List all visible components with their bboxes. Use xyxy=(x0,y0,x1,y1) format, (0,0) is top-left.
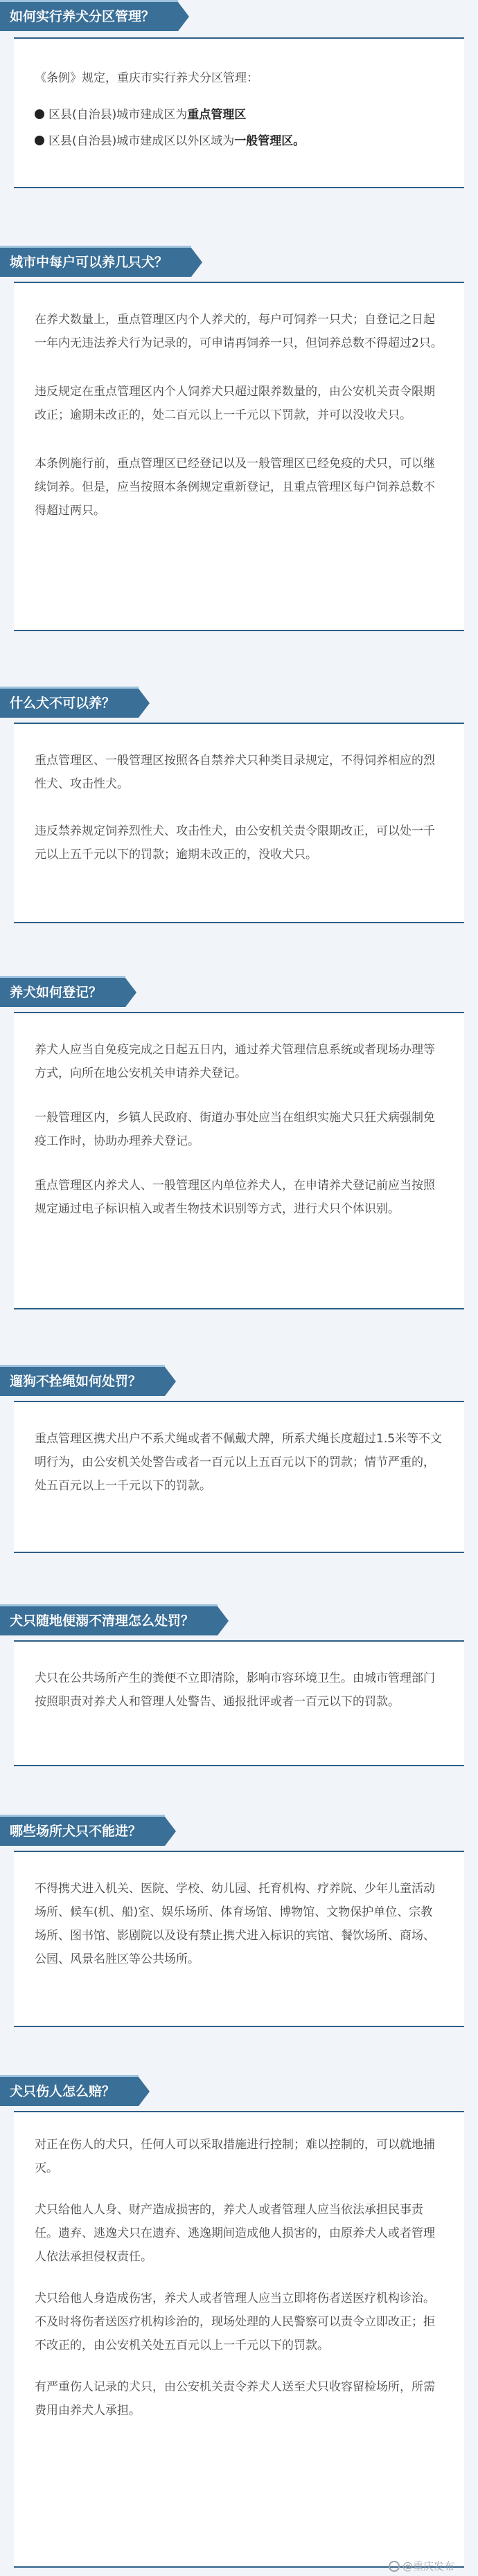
section-title: 哪些场所犬只不能进？ xyxy=(0,1815,165,1846)
section-paragraph: 犬只给他人身造成伤害，养犬人或者管理人应当立即将伤者送医疗机构诊治。不及时将伤者送医疗机构诊治的，现场处理的人民警察可以责令立即改正；拒不改正的，由公安机关处五百元以上一千元以下的罚款。 xyxy=(35,2292,435,2352)
watermark xyxy=(389,2559,454,2573)
bullet-text: 区县(自治县)城市建成区以外区域为 xyxy=(48,134,235,148)
section-paragraph: 重点管理区、一般管理区按照各自禁养犬只种类目录规定，不得饲养相应的烈性犬、攻击性犬。 xyxy=(35,754,435,791)
section-card xyxy=(14,2111,464,2568)
section-intro: 《条例》规定，重庆市实行养犬分区管理： xyxy=(35,71,258,85)
section-paragraph: 一般管理区内，乡镇人民政府、街道办事处应当在组织实施犬只狂犬病强制免疫工作时，协助办理养犬登记。 xyxy=(35,1111,435,1148)
bullet-dot-icon xyxy=(35,109,44,119)
section-card xyxy=(14,1401,464,1553)
watermark-text: @重庆发布 xyxy=(402,2560,454,2573)
section-title: 犬只伤人怎么赔？ xyxy=(0,2075,139,2106)
section-card xyxy=(14,1012,464,1309)
section-title: 城市中每户可以养几只犬？ xyxy=(0,246,191,277)
section-card xyxy=(14,723,464,923)
bullet-item xyxy=(35,104,443,126)
section-paragraph: 违反禁养规定饲养烈性犬、攻击性犬，由公安机关责令限期改正，可以处一千元以上五千元以下的罚款；逾期未改正的，没收犬只。 xyxy=(35,824,435,862)
section-card xyxy=(14,1851,464,2027)
section-leash-penalty xyxy=(0,1365,478,1559)
bullet-bold: 重点管理区 xyxy=(187,108,247,122)
section-paragraph: 重点管理区内养犬人、一般管理区内单位养犬人，在申请养犬登记前应当按照规定通过电子标识植入或者生物技术识别等方式，进行犬只个体识别。 xyxy=(35,1179,435,1216)
section-restricted-places xyxy=(0,1815,478,2029)
section-injury-compensation xyxy=(0,2075,478,2576)
weibo-icon xyxy=(389,2561,400,2572)
section-title: 养犬如何登记？ xyxy=(0,976,125,1007)
section-title: 遛狗不拴绳如何处罚？ xyxy=(0,1365,165,1396)
section-district-management xyxy=(0,0,478,197)
section-paragraph: 重点管理区携犬出户不系犬绳或者不佩戴犬牌，所系犬绳长度超过1.5米等不文明行为，由公安机关处警告或者一百元以上五百元以下的罚款；情节严重的，处五百元以上一千元以下的罚款。 xyxy=(35,1432,443,1493)
bullet-text: 区县(自治县)城市建成区为 xyxy=(48,108,188,122)
section-paragraph: 违反规定在重点管理区内个人饲养犬只超过限养数量的，由公安机关责令限期改正；逾期未改正的，处二百元以上一千元以下罚款，并可以没收犬只。 xyxy=(35,385,435,422)
section-title: 什么犬不可以养？ xyxy=(0,687,139,718)
section-banned-dogs xyxy=(0,687,478,936)
section-paragraph: 对正在伤人的犬只，任何人可以采取措施进行控制；难以控制的，可以就地捕灭。 xyxy=(35,2138,435,2175)
section-title: 犬只随地便溺不清理怎么处罚？ xyxy=(0,1604,218,1635)
section-registration xyxy=(0,976,478,1322)
section-paragraph: 在养犬数量上，重点管理区内个人养犬的，每户可饲养一只犬；自登记之日起一年内无违法养犬行为记录的，可申请再饲养一只，但饲养总数不得超过2只。 xyxy=(35,313,443,350)
section-paragraph: 有严重伤人记录的犬只，由公安机关责令养犬人送至犬只收容留检场所，所需费用由养犬人承担。 xyxy=(35,2380,435,2418)
section-paragraph: 不得携犬进入机关、医院、学校、幼儿园、托育机构、疗养院、少年儿童活动场所、候车(机、船)室、娱乐场所、体育场馆、博物馆、文物保护单位、宗教场所、图书馆、影剧院以及设有禁止携犬进入标识的宾馆、餐饮场所、商场、公园、风景名胜区等公共场所。 xyxy=(35,1882,435,1966)
section-title: 如何实行养犬分区管理？ xyxy=(0,0,178,31)
section-waste-penalty xyxy=(0,1604,478,1770)
section-card xyxy=(14,282,464,631)
section-card xyxy=(14,1640,464,1766)
bullet-item xyxy=(35,130,443,152)
section-card xyxy=(14,37,464,188)
section-paragraph: 犬只在公共场所产生的粪便不立即清除，影响市容环境卫生。由城市管理部门按照职责对养犬人和管理人处警告、通报批评或者一百元以下的罚款。 xyxy=(35,1671,435,1709)
section-dog-limit xyxy=(0,246,478,633)
section-paragraph: 犬只给他人人身、财产造成损害的，养犬人或者管理人应当依法承担民事责任。遗弃、逃逸犬只在遗弃、逃逸期间造成他人损害的，由原养犬人或者管理人依法承担侵权责任。 xyxy=(35,2203,435,2264)
section-paragraph: 养犬人应当自免疫完成之日起五日内，通过养犬管理信息系统或者现场办理等方式，向所在地公安机关申请养犬登记。 xyxy=(35,1043,435,1080)
bullet-dot-icon xyxy=(35,136,44,145)
bullet-bold: 一般管理区。 xyxy=(234,134,306,148)
section-paragraph: 本条例施行前，重点管理区已经登记以及一般管理区已经免疫的犬只，可以继续饲养。但是，应当按照本条例规定重新登记，且重点管理区每户饲养总数不得超过两只。 xyxy=(35,457,435,518)
